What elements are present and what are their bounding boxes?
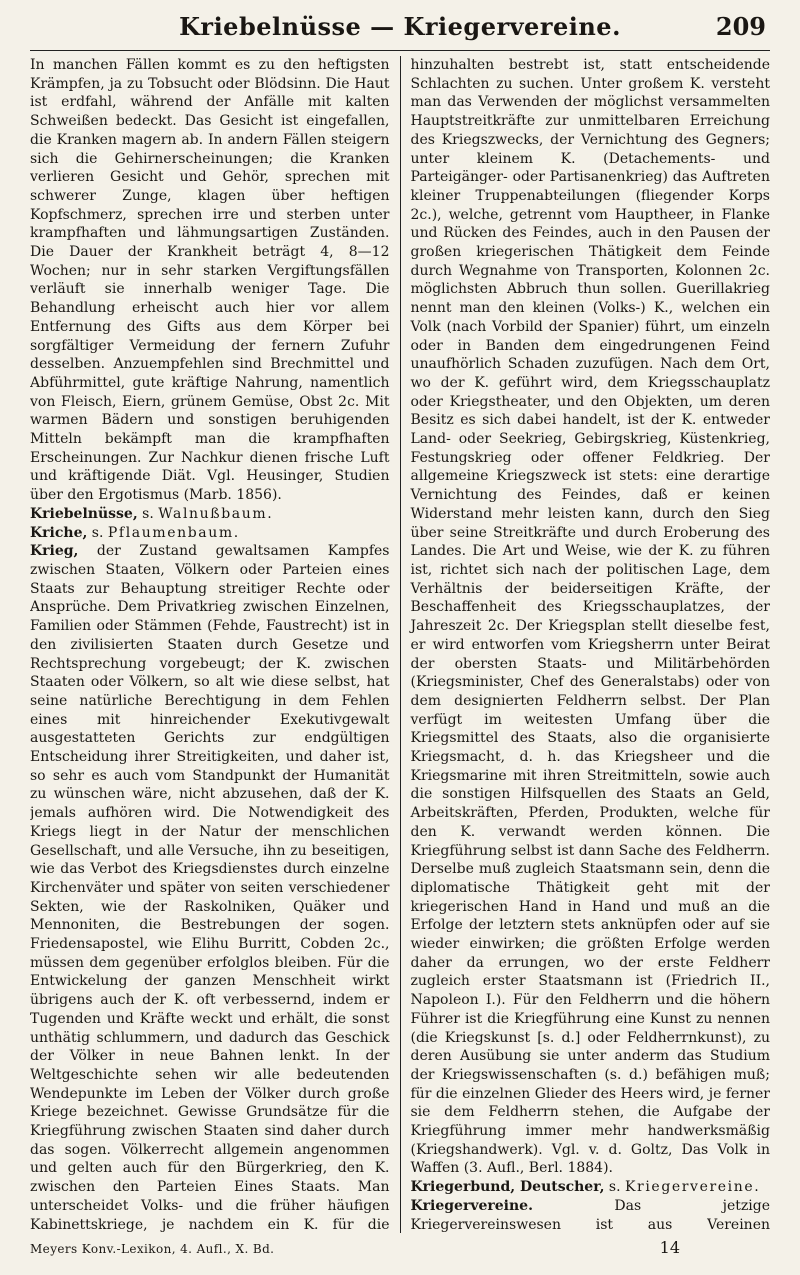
paragraph-krieg-continued: hinzuhalten bestrebt ist, statt entscheidende Schlachten zu suchen. Unter großem K. versteht man das Verwenden der möglichst versammelten Hauptstreitkräfte zur unmittelbaren Erreichung des Kriegszwecks, der Vernichtung des Gegners; unter kleinem K. (Detachements- und Parteigänger- oder Partisanenkrieg) das Auftreten kleiner Truppenabteilungen (fliegender Korps 2c.), welche, getrennt vom Hauptheer, in Flanke und Rücken des Feindes, auch in den Pausen der großen kriegerischen Thätigkeit dem Feinde durch Wegnahme von Transporten, Kolonnen 2c. möglichsten Abbruch thun sollen. Guerillakrieg nennt man den kleinen (Volks-) K., welchen ein Volk (nach Vorbild der Spanier) führt, um einzeln oder in Banden dem eingedrungenen Feind unaufhörlich Schaden zuzufügen. Nach dem Ort, wo der K. geführt wird, dem Kriegsschauplatz oder Kriegstheater, und den Objekten, um deren Besitz es sich dabei handelt, ist der K. entweder Land- oder Seekrieg, Gebirgskrieg, Küstenkrieg, Festungskrieg oder offener Feldkrieg. Der allgemeine Kriegszweck ist stets: eine derartige Vernichtung des Feindes, daß er keinen Widerstand mehr leisten kann, durch den Sieg über seine Streitkräfte und durch Eroberung des Landes. Die Art und Weise, wie der K. zu führen ist, richtet sich nach der politischen Lage, dem Verhältnis der beiderseitigen Kräfte, der Beschaffenheit des Kriegsschauplatzes, der Jahreszeit 2c. Der Kriegsplan stellt dieselbe fest, er wird entworfen vom Kriegsherrn unter Beirat der obersten Staats- und Militärbehörden (Kriegsminister, Chef des Generalstabs) oder von dem designierten Feldherrn selbst. Der Plan verfügt im weitesten Umfang über die Kriegsmittel des Staats, also die organisierte Kriegsmacht, d. h. das Kriegsheer und die Kriegsmarine mit ihren Streitmitteln, sowie auch die sonstigen Hilfsquellen des Staats an Geld, Arbeitskräften, Pferden, Produkten, welche für den K. verwandt werden können. Die Kriegführung selbst ist dann Sache des Feldherrn. Derselbe muß zugleich Staatsmann sein, denn die diplomatische Thätigkeit geht mit der kriegerischen Hand in Hand und muß an die Erfolge der letztern stets anknüpfen oder auf sie wieder einwirken; die größten Erfolge werden daher da errungen, wo der erste Feldherr zugleich erster Staatsmann ist (Friedrich II., Napoleon I.). Für den Feldherrn und die höhern Führer ist die Kriegführung eine Kunst zu nennen (die Kriegskunst [s. d.] oder Feldherrnkunst), zu deren Ausübung sie unter anderm das Studium der Kriegswissenschaften (s. d.) befähigen muß; für die einzelnen Glieder des Heers wird, je ferner sie dem Feldherrn stehen, die Aufgabe der Kriegführung immer mehr handwerksmäßig (Kriegshandwerk). Vgl. v. d. Goltz, Das Volk in Waffen (3. Aufl., Berl. 1884). (410, 57, 770, 1177)
entry-reference: Kriegervereine. (625, 1179, 761, 1196)
entry-krieg (30, 542, 390, 1233)
page-header (30, 4, 770, 51)
left-column (30, 56, 401, 1233)
entry-kriegervereine (411, 1197, 771, 1233)
entry-kriegerbund (411, 1178, 771, 1197)
entry-text: s. (87, 524, 108, 541)
signature-mark: 14 (659, 1238, 680, 1257)
running-title: Kriebelnüsse — Kriegervereine. (179, 12, 621, 41)
entry-headword: Kriebelnüsse, (30, 505, 138, 522)
entry-reference: Pflaumenbaum. (107, 524, 240, 541)
entry-kriebelnuesse (30, 505, 390, 524)
entry-headword: Krieg, (30, 543, 79, 560)
entry-text: s. (604, 1179, 625, 1196)
entry-kriche (30, 524, 390, 543)
paragraph-ergotismus: In manchen Fällen kommt es zu den heftigsten Krämpfen, ja zu Tobsucht oder Blödsinn. Die Haut ist erdfahl, während der Anfälle mit kalten Schweißen bedeckt. Das Gesicht ist eingefallen, die Kranken magern ab. In andern Fällen steigern sich die Gehirnerscheinungen; die Kranken verlieren Gesicht und Gehör, sprechen mit schwerer Zunge, klagen über heftigen Kopfschmerz, sprechen irre und sterben unter krampfhaften und lähmungsartigen Zuständen. Die Dauer der Krankheit beträgt 4, 8—12 Wochen; nur in sehr starken Vergiftungsfällen verläuft sie innerhalb weniger Tage. Die Behandlung erheischt auch hier vor allem Entfernung des Gifts aus dem Körper bei sorgfältiger Vermeidung der fernern Zufuhr desselben. Anzuempfehlen sind Brechmittel und Abführmittel, gute kräftige Nahrung, namentlich von Fleisch, Eiern, grünem Gemüse, Obst 2c. Mit warmen Bädern und sonstigen beruhigenden Mitteln bekämpft man die krampfhaften Erscheinungen. Zur Nachkur dienen frische Luft und kräftigende Diät. Vgl. Heusinger, Studien über den Ergotismus (Marb. 1856). (30, 57, 390, 504)
entry-text: s. (137, 505, 159, 522)
entry-reference: Walnußbaum. (158, 505, 274, 522)
page-number: 209 (715, 12, 766, 41)
entry-text: Das jetzige Kriegervereinswesen ist aus Vereinen (410, 1197, 770, 1233)
entry-text: der Zustand gewaltsamen Kampfes zwischen Staaten, Völkern oder Parteien eines Staats zur Behauptung streitiger Rechte oder Ansprüche. Dem Privatkrieg zwischen Einzelnen, Familien oder Stämmen (Fehde, Faustrecht) ist in den zivilisierten Staaten durch Gesetze und Rechtsprechung vorgebeugt; der K. zwischen Staaten oder Völkern, so alt wie diese selbst, hat seine natürliche Berechtigung in dem Fehlen eines mit hinreichender Exekutivgewalt ausgestatteten Gerichts zur endgültigen Entscheidung ihrer Streitigkeiten, und daher ist, so sehr es auch vom Standpunkt der Humanität zu wünschen wäre, nicht abzusehen, daß der K. jemals aufhören wird. Die Notwendigkeit des Kriegs liegt in der Natur der menschlichen Gesellschaft, und alle Versuche, ihn zu beseitigen, wie das Verbot des Kriegsdienstes durch einzelne Kirchenväter und später von seiten verschiedener Sekten, wie der Raskolniken, Quäker und Mennoniten, die Bestrebungen der sogen. Friedensapostel, wie Elihu Burritt, Cobden 2c., müssen dem gegenüber erfolglos bleiben. Für die Entwickelung der ganzen Menschheit wirkt übrigens auch der K. oft verbessernd, indem er Tugenden und Kräfte weckt und erhält, die sonst unthätig schlummern, und dadurch das Geschick der Völker in neue Bahnen lenkt. In der Weltgeschichte sehen wir alle bedeutenden Wendepunkte im Leben der Völker durch große Kriege bezeichnet. Gewisse Grundsätze für die Kriegführung zwischen Staaten sind daher durch das sogen. Völkerrecht allgemein angenommen und gelten auch für den Bürgerkrieg, den K. zwischen den Parteien Eines Staats. Man unterscheidet Volks- und die früher häufigen Kabinettskriege, je nachdem ein K. für die (30, 543, 390, 1233)
imprint-line: Meyers Konv.-Lexikon, 4. Aufl., X. Bd. (30, 1242, 275, 1256)
entry-headword: Kriche, (30, 524, 88, 541)
entry-headword: Kriegervereine. (410, 1197, 533, 1214)
entry-headword: Kriegerbund, Deutscher, (410, 1179, 605, 1196)
right-column (401, 56, 771, 1233)
page-footer (30, 1238, 770, 1268)
text-columns (30, 56, 770, 1233)
